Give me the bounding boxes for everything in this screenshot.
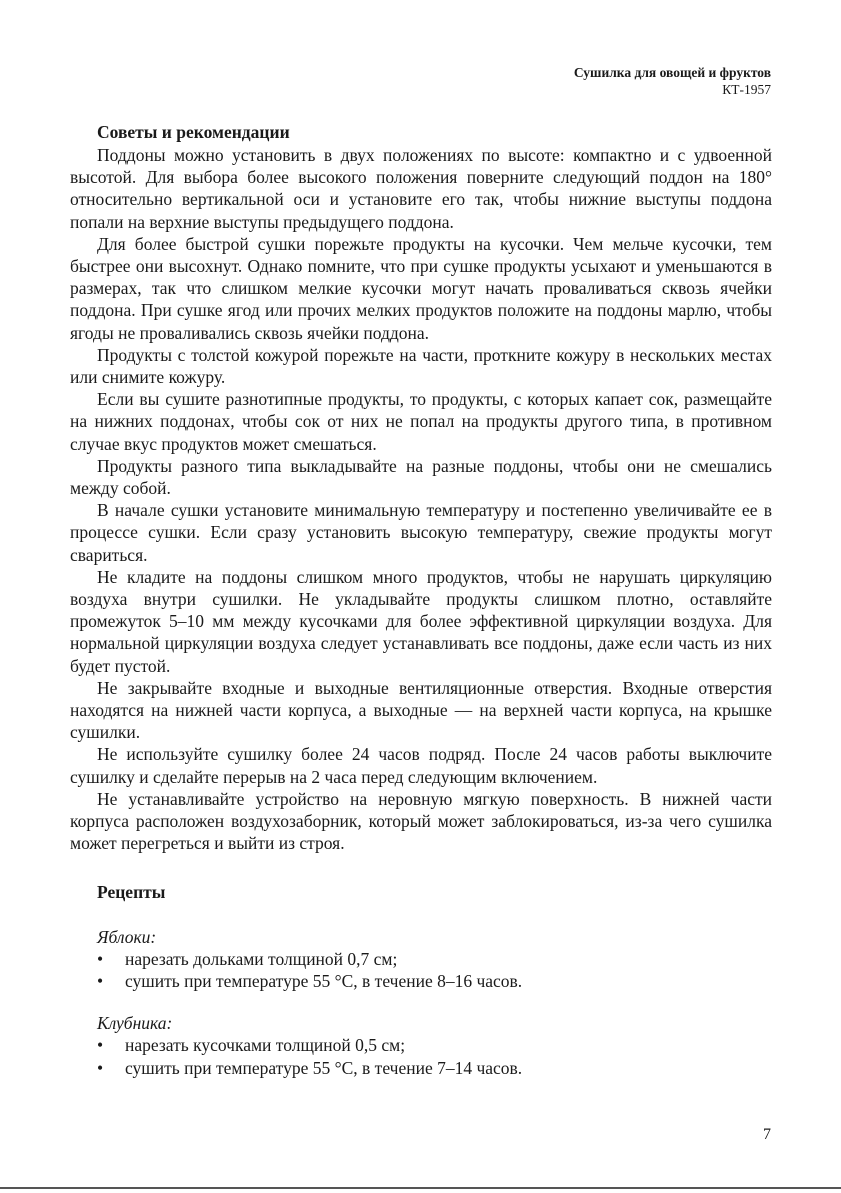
tip-paragraph: В начале сушки установите минимальную температуру и постепенно увеличивайте ее в процессе сушки. Если сразу установить высокую температуру, свежие продукты могут свариться. xyxy=(70,500,772,565)
recipe-name: Яблоки: xyxy=(97,926,157,947)
tip-paragraph: Если вы сушите разнотипные продукты, то продукты, с которых капает сок, размещайте на нижних поддонах, чтобы сок от них не попал на продукты другого типа, в противном случае вкус продуктов может смешаться. xyxy=(70,389,772,454)
page-number: 7 xyxy=(763,1126,771,1143)
tip-paragraph: Не используйте сушилку более 24 часов подряд. После 24 часов работы выключите сушилку и сделайте перерыв на 2 часа перед следующим включением. xyxy=(70,744,772,787)
recipe-step-text: сушить при температуре 55 °С, в течение 7–14 часов. xyxy=(125,1057,523,1078)
bullet-icon: • xyxy=(97,1035,104,1056)
list-item xyxy=(97,1034,772,1056)
list-item xyxy=(97,948,772,970)
recipe-apples xyxy=(97,926,772,993)
recipe-step-text: нарезать дольками толщиной 0,7 см; xyxy=(125,948,398,969)
tip-paragraph: Поддоны можно установить в двух положениях по высоте: компактно и с удвоенной высотой. Для выбора более высокого положения поверните следующий поддон на 180° относительно вертикальной оси и установите его так, чтобы нижние выступы поддона попали на верхние выступы предыдущего поддона. xyxy=(70,145,772,232)
bullet-icon: • xyxy=(97,948,104,969)
recipe-step-text: сушить при температуре 55 °С, в течение 8–16 часов. xyxy=(125,970,523,991)
running-header xyxy=(574,64,771,98)
tips-heading: Советы и рекомендации xyxy=(97,122,290,142)
recipe-strawberries xyxy=(97,1012,772,1079)
header-model-number: КТ-1957 xyxy=(722,82,771,97)
recipe-step-text: нарезать кусочками толщиной 0,5 см; xyxy=(125,1035,406,1056)
recipe-steps xyxy=(97,948,772,992)
recipes-heading: Рецепты xyxy=(97,881,166,902)
tip-paragraph: Продукты разного типа выкладывайте на разные поддоны, чтобы они не смешались между собой. xyxy=(70,455,772,499)
tip-paragraph: Не устанавливайте устройство на неровную мягкую поверхность. В нижней части корпуса расположен воздухозаборник, который может заблокироваться, из-за чего сушилка может перегреться и выйти из строя. xyxy=(70,788,772,854)
bullet-icon: • xyxy=(97,1057,104,1078)
bottom-divider xyxy=(0,1187,841,1189)
tip-paragraph: Для более быстрой сушки порежьте продукты на кусочки. Чем мельче кусочки, тем быстрее они высохнут. Однако помните, что при сушке продукты усыхают и уменьшаются в размерах, так что слишком мелкие кусочки могут начать проваливаться сквозь ячейки поддона. При сушке ягод или прочих мелких продуктов положите на поддоны марлю, чтобы ягоды не проваливались сквозь ячейки поддона. xyxy=(70,233,772,343)
list-item xyxy=(97,1057,772,1079)
tip-paragraph: Продукты с толстой кожурой порежьте на части, проткните кожуру в нескольких местах или снимите кожуру. xyxy=(70,344,772,388)
recipe-name: Клубника: xyxy=(97,1013,173,1034)
tip-paragraph: Не закрывайте входные и выходные вентиляционные отверстия. Входные отверстия находятся на нижней части корпуса, а выходные — на верхней части корпуса, на крышке сушилки. xyxy=(70,677,772,743)
header-product-title: Сушилка для овощей и фруктов xyxy=(573,65,771,80)
tip-paragraph: Не кладите на поддоны слишком много продуктов, чтобы не нарушать циркуляцию воздуха внутри сушилки. Не укладывайте продукты слишком плотно, оставляйте промежуток 5–10 мм между кусочками для более эффективной циркуляции воздуха. Для нормальной циркуляции воздуха следует устанавливать все поддоны, даже если часть из них будет пустой. xyxy=(70,566,772,676)
recipe-steps xyxy=(97,1034,772,1078)
list-item xyxy=(97,970,772,992)
page-content xyxy=(70,121,772,1079)
bullet-icon: • xyxy=(97,970,104,991)
